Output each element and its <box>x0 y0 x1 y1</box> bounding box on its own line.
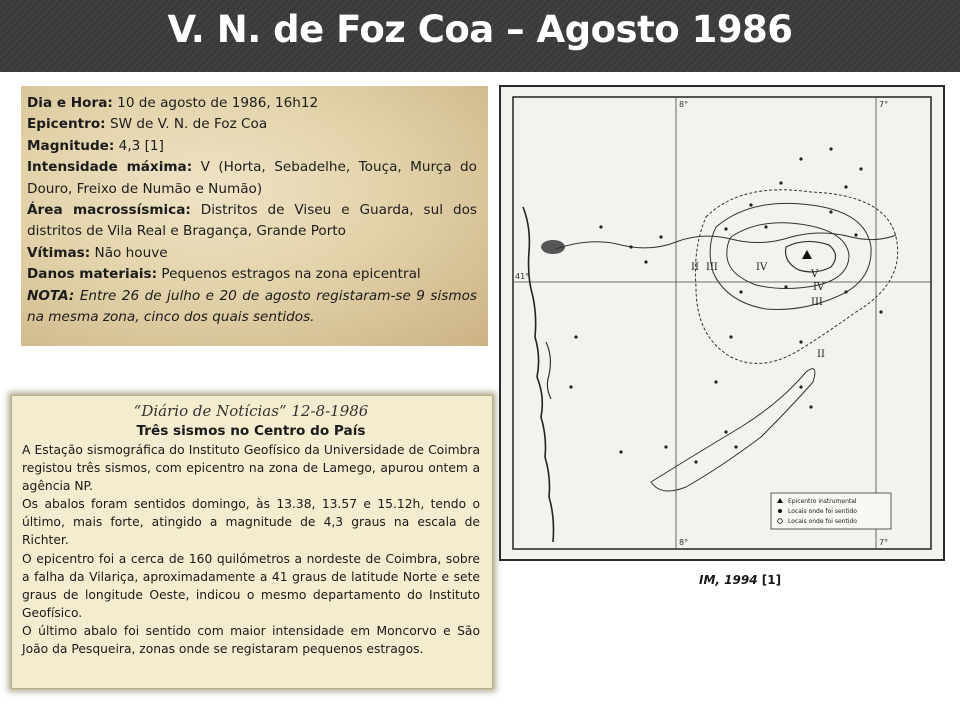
event-info-panel <box>21 86 488 346</box>
locality-dot <box>829 210 832 213</box>
info-date-label: Dia e Hora: <box>27 95 113 111</box>
info-damage-value: Pequenos estragos na zona epicentral <box>161 266 421 283</box>
map-caption <box>699 573 781 587</box>
news-paragraph-3: O epicentro foi a cerca de 160 quilómetros a nordeste de Coimbra, sobre a falha da Vilariça, aproximadamente a 41 graus de latitude Norte e sete graus de longitude Oeste, indicou o mesmo departamento do Instituto Geofísico. <box>22 551 480 620</box>
news-headline: Três sismos no Centro do País <box>136 423 366 439</box>
info-victims-value: Não houve <box>94 244 168 261</box>
intensity-label-ii-south: II <box>817 349 825 360</box>
info-intensity-value: V (Horta, Sebadelhe, Touça, Murça do Douro, Freixo de Numão e Numão) <box>27 159 477 197</box>
locality-dot <box>569 385 572 388</box>
event-info-text <box>27 93 477 328</box>
lon-label-8-bottom: 8° <box>679 538 689 547</box>
locality-dot <box>784 285 787 288</box>
news-paragraph-4: O último abalo foi sentido com maior intensidade em Moncorvo e São João da Pesqueira, zonas onde se registaram pequenos estragos. <box>22 623 480 657</box>
isoseismal-iii <box>710 203 871 309</box>
isoseismal-map-figure <box>501 87 943 559</box>
info-epicenter-label: Epicentro: <box>27 116 106 133</box>
news-clipping <box>11 395 493 689</box>
info-victims <box>27 243 477 264</box>
locality-dot <box>714 380 717 383</box>
info-note <box>27 286 477 329</box>
locality-dot <box>799 385 802 388</box>
locality-dot <box>844 185 847 188</box>
lon-label-8: 8° <box>679 100 689 109</box>
lon-label-7-bottom: 7° <box>879 538 889 547</box>
locality-dot <box>859 167 862 170</box>
isoseismal-iv <box>727 223 849 289</box>
info-area-label: Área macrossísmica: <box>27 202 191 219</box>
locality-dot <box>729 335 732 338</box>
locality-dot <box>659 235 662 238</box>
news-paragraph-2: Os abalos foram sentidos domingo, às 13.38, 13.57 e 15.12h, tendo o último, mais forte, atingido a magnitude de 4,3 graus na escala de Richter. <box>22 497 480 548</box>
locality-dot <box>664 445 667 448</box>
douro-river <box>556 233 896 249</box>
locality-dot <box>779 181 782 184</box>
news-clipping-text <box>22 400 480 658</box>
intensity-label-iv: IV <box>756 262 768 273</box>
locality-dot <box>799 340 802 343</box>
locality-dot <box>809 405 812 408</box>
locality-dot <box>644 260 647 263</box>
info-date <box>27 93 477 114</box>
intensity-label-ii: II <box>691 262 699 273</box>
news-source: “Diário de Notícias” 12-8-1986 <box>133 402 369 420</box>
info-date-value: 10 de agosto de 1986, 16h12 <box>117 95 319 111</box>
info-damage <box>27 264 477 285</box>
locality-dot <box>829 147 832 150</box>
locality-dot <box>764 225 767 228</box>
locality-dot <box>619 450 622 453</box>
info-magnitude-value: 4,3 [1] <box>118 137 164 154</box>
caption-ref: [1] <box>761 573 782 587</box>
locality-dot <box>739 290 742 293</box>
aveiro-lagoon <box>546 342 551 399</box>
locality-dot <box>734 445 737 448</box>
info-magnitude <box>27 136 477 157</box>
legend-felt-icon <box>778 509 782 513</box>
intensity-label-v: V <box>811 269 819 280</box>
info-area-value: Distritos de Viseu e Guarda, sul dos distritos de Vila Real e Bragança, Grande Porto <box>27 202 478 240</box>
legend-felt-label: Locais onde foi sentido <box>788 508 857 515</box>
page-title: V. N. de Foz Coa – Agosto 1986 <box>167 8 793 51</box>
locality-dot <box>599 225 602 228</box>
isoseismal-map <box>499 85 945 561</box>
legend-not-felt-label: Locais onde foi sentido <box>788 518 857 525</box>
lon-label-7: 7° <box>879 100 889 109</box>
intensity-label-iv-south: IV <box>813 282 825 293</box>
locality-dot <box>574 335 577 338</box>
locality-dot <box>879 310 882 313</box>
legend-epicentre-label: Epicentro instrumental <box>788 498 857 505</box>
intensity-label-iii: III <box>706 262 718 273</box>
title-bar <box>0 0 960 72</box>
epicentre-marker <box>802 250 812 259</box>
isoseismal-ii <box>695 190 897 364</box>
locality-dot <box>694 460 697 463</box>
intensity-label-iii-south: III <box>811 297 823 308</box>
mountain-outline <box>651 369 815 491</box>
locality-dot <box>724 227 727 230</box>
news-paragraph-1: A Estação sismográfica do Instituto Geofísico da Universidade de Coimbra registou três sismos, com epicentro na zona de Lamego, apurou ontem a agência NP. <box>22 443 480 494</box>
info-epicenter <box>27 114 477 135</box>
lat-label: 41° <box>515 272 530 281</box>
info-note-value: Entre 26 de julho e 20 de agosto registaram-se 9 sismos na mesma zona, cinco dos quais sentidos. <box>27 287 477 326</box>
info-epicenter-value: SW de V. N. de Foz Coa <box>109 116 268 133</box>
info-area <box>27 200 477 243</box>
locality-dot <box>854 233 857 236</box>
caption-source: IM, 1994 <box>699 573 758 587</box>
locality-dot <box>799 157 802 160</box>
locality-dot <box>844 290 847 293</box>
locality-dot <box>724 430 727 433</box>
locality-dot <box>629 245 632 248</box>
info-victims-label: Vítimas: <box>27 244 91 261</box>
info-intensity <box>27 157 477 200</box>
felt-localities <box>569 147 882 463</box>
info-magnitude-label: Magnitude: <box>27 137 115 154</box>
info-note-label: NOTA: <box>27 287 75 304</box>
map-inner-border <box>513 97 931 549</box>
locality-dot <box>749 203 752 206</box>
info-intensity-label: Intensidade máxima: <box>27 159 193 176</box>
info-damage-label: Danos materiais: <box>27 266 158 283</box>
